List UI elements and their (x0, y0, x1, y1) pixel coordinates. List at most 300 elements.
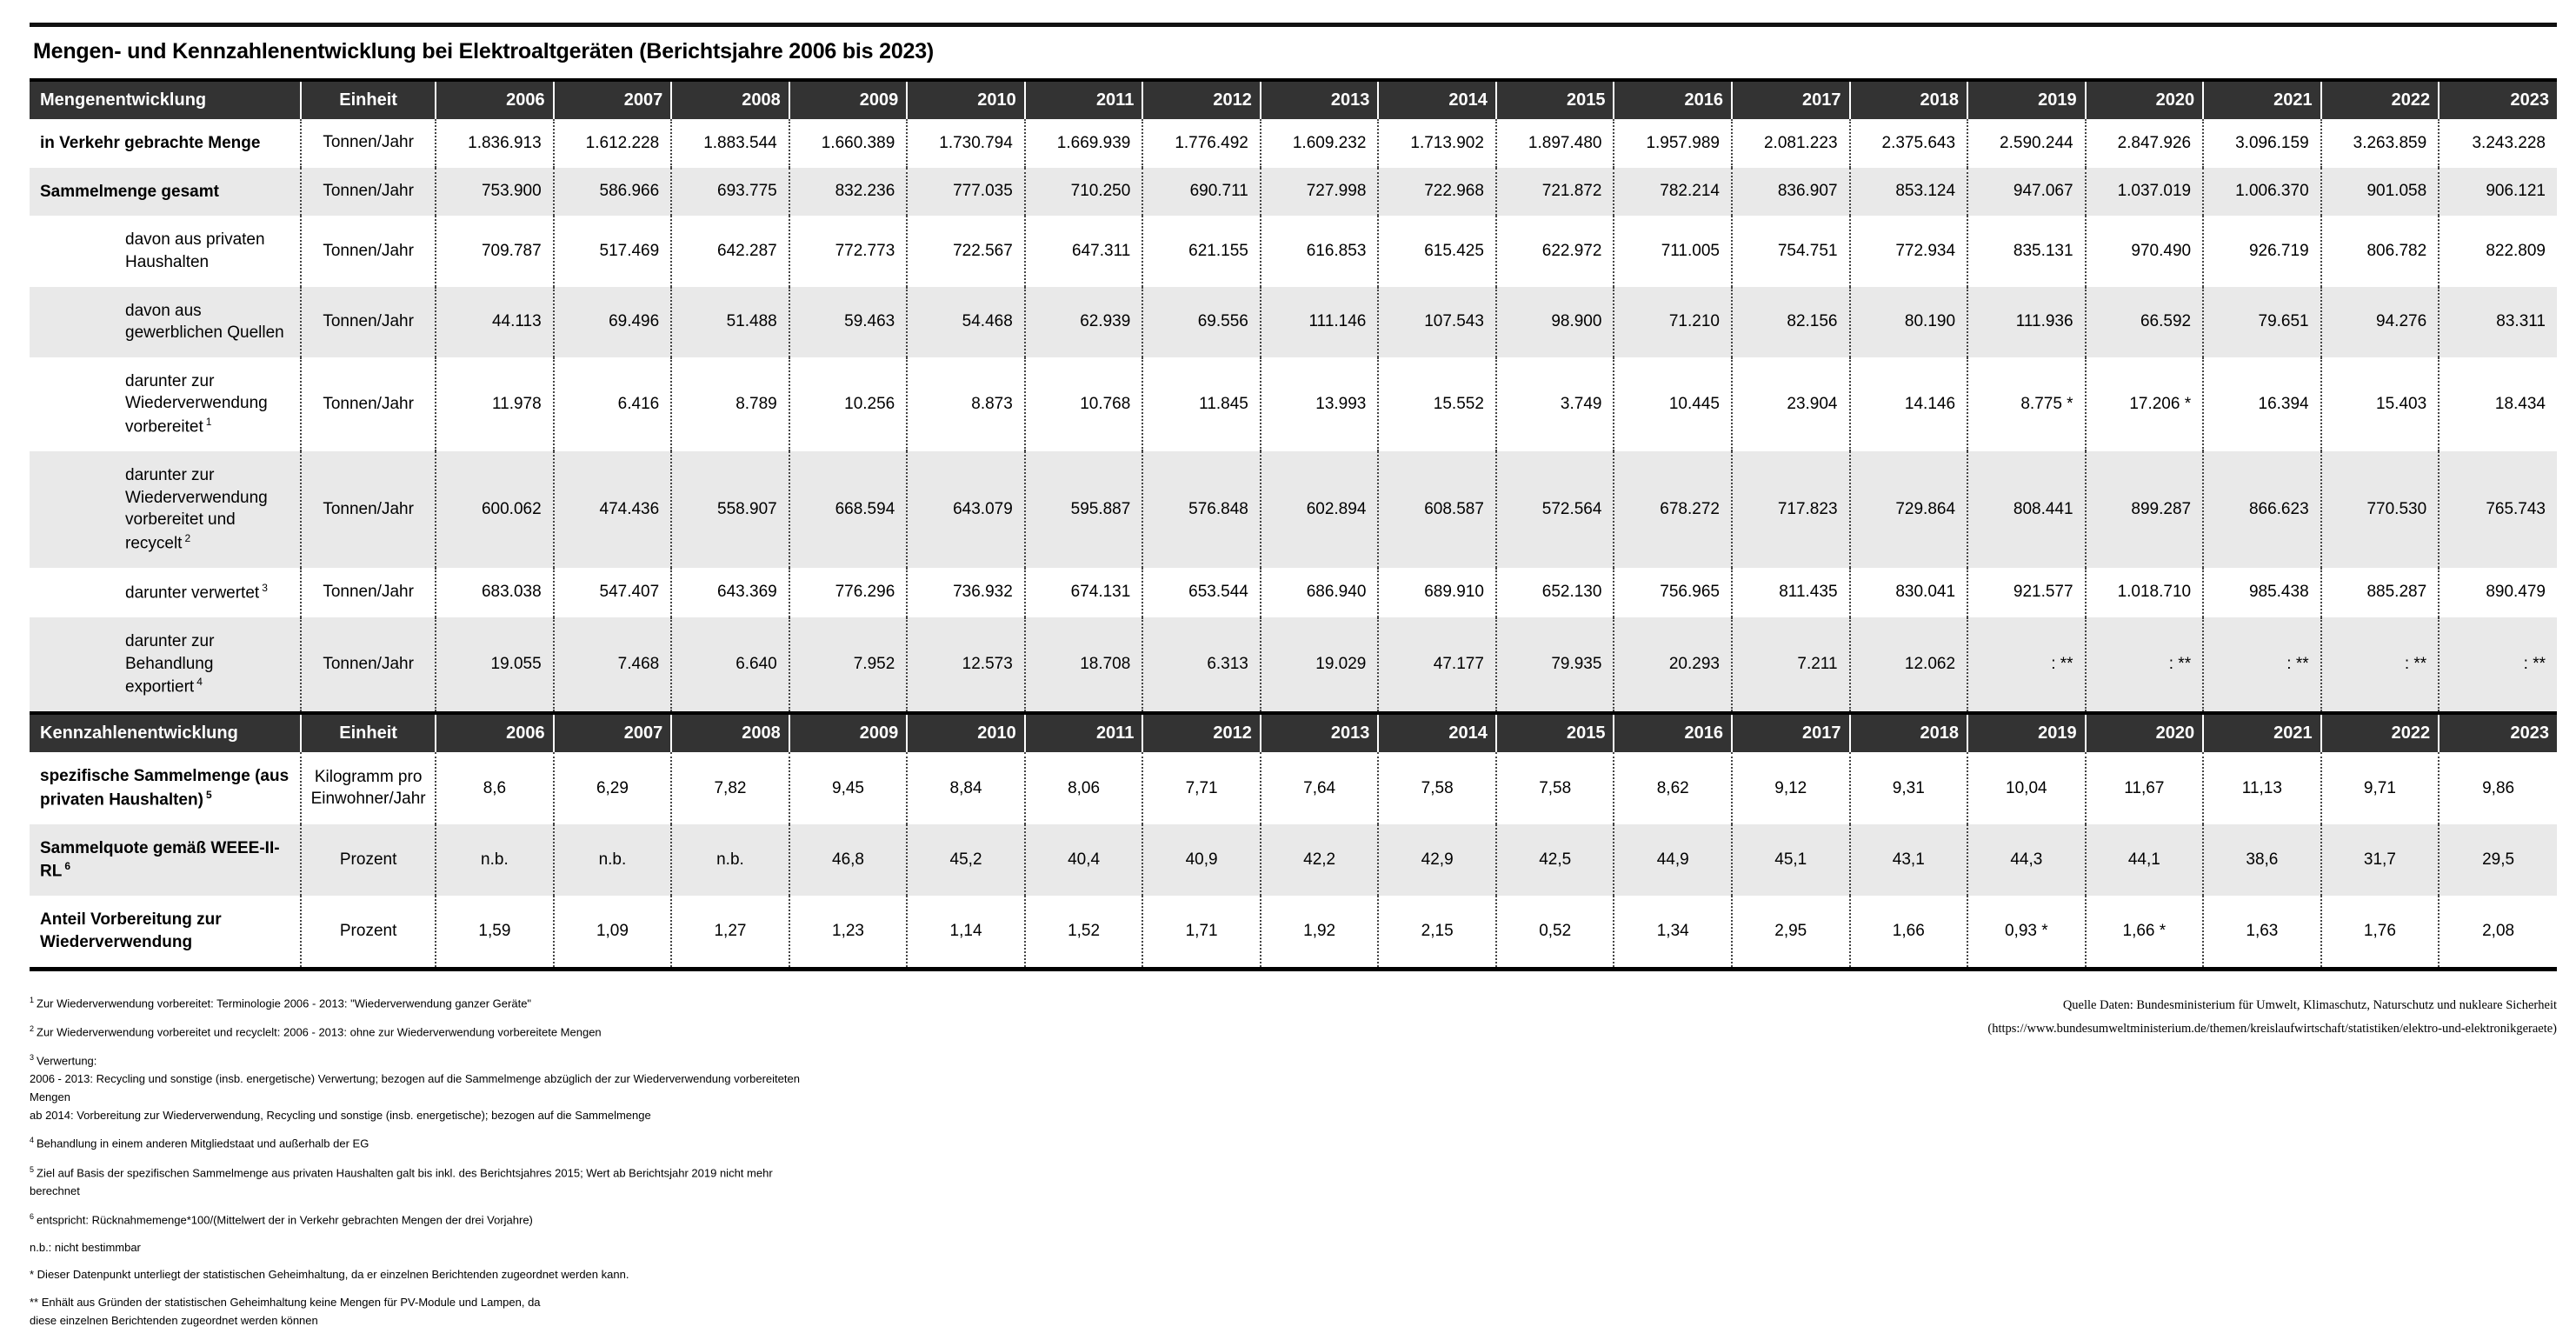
footnote (30, 1294, 1386, 1330)
value-cell: 51.488 (671, 287, 789, 357)
table-row (30, 568, 2557, 617)
value-cell: 44,9 (1614, 824, 1732, 897)
value-cell: 54.468 (907, 287, 1025, 357)
footnote-ref: 3 (30, 1052, 35, 1062)
value-cell: 2,08 (2439, 896, 2557, 969)
row-label-footnote-ref: 2 (184, 532, 191, 545)
value-cell: 43,1 (1850, 824, 1968, 897)
value-cell: 830.041 (1850, 568, 1968, 617)
value-cell: 11.845 (1142, 357, 1261, 451)
value-cell: 44,1 (2086, 824, 2204, 897)
footnotes (30, 994, 1386, 1340)
value-cell: 1,23 (789, 896, 908, 969)
source-line-1: Quelle Daten: Bundesministerium für Umwelt, Klimaschutz, Naturschutz und nukleare Sicherheit (2062, 997, 2557, 1012)
value-cell: 20.293 (1614, 617, 1732, 713)
value-cell: 98.900 (1496, 287, 1614, 357)
year-header: 2014 (1378, 713, 1496, 752)
value-cell: 7,58 (1496, 752, 1614, 824)
value-cell: 9,86 (2439, 752, 2557, 824)
value-cell: 2.847.926 (2086, 119, 2204, 168)
year-header: 2010 (907, 80, 1025, 119)
value-cell: 776.296 (789, 568, 908, 617)
value-cell: 6.416 (554, 357, 672, 451)
year-header: 2016 (1614, 80, 1732, 119)
value-cell: 10,04 (1967, 752, 2086, 824)
row-label (30, 357, 301, 451)
value-cell: 652.130 (1496, 568, 1614, 617)
value-cell: 602.894 (1261, 451, 1379, 568)
year-header: 2022 (2321, 80, 2440, 119)
row-label-text: darunter zur Behandlung exportiert (125, 631, 215, 697)
row-label-text: davon aus privaten Haushalten (125, 230, 265, 271)
year-header: 2015 (1496, 80, 1614, 119)
value-cell: 38,6 (2203, 824, 2321, 897)
value-cell: 11,13 (2203, 752, 2321, 824)
value-cell: 9,45 (789, 752, 908, 824)
value-cell: 621.155 (1142, 216, 1261, 286)
footnote-text: Zur Wiederverwendung vorbereitet: Terminologie 2006 - 2013: "Wiederverwendung ganzer Geräte" (37, 997, 532, 1010)
value-cell: 753.900 (436, 168, 554, 217)
year-header: 2023 (2439, 713, 2557, 752)
value-cell: n.b. (554, 824, 672, 897)
value-cell: 47.177 (1378, 617, 1496, 713)
footnote-line (30, 1294, 1386, 1312)
table-row (30, 617, 2557, 713)
value-cell: 576.848 (1142, 451, 1261, 568)
value-cell: 8.789 (671, 357, 789, 451)
row-label-footnote-ref: 5 (205, 788, 212, 801)
value-cell: 754.751 (1732, 216, 1850, 286)
row-label (30, 287, 301, 357)
footnote-ref: 2 (30, 1023, 35, 1033)
year-header: 2013 (1261, 80, 1379, 119)
value-cell: 7,71 (1142, 752, 1261, 824)
value-cell: 782.214 (1614, 168, 1732, 217)
table-row (30, 896, 2557, 969)
year-header: 2019 (1967, 713, 2086, 752)
value-cell: 608.587 (1378, 451, 1496, 568)
section-header-row (30, 713, 2557, 752)
footnote-text: ab 2014: Vorbereitung zur Wiederverwendung, Recycling und sonstige (insb. energetische); bezogen auf die Sammelmenge (30, 1108, 651, 1122)
value-cell: 853.124 (1850, 168, 1968, 217)
value-cell: 674.131 (1025, 568, 1143, 617)
year-header: 2007 (554, 713, 672, 752)
value-cell: 0,52 (1496, 896, 1614, 969)
year-header: 2020 (2086, 713, 2204, 752)
value-cell: 1.957.989 (1614, 119, 1732, 168)
footnote-text: 2006 - 2013: Recycling und sonstige (insb. energetische) Verwertung; bezogen auf die Sammelmenge abzüglich der zur Wiederverwendung vorbereiteten (30, 1072, 800, 1086)
value-cell: 7.952 (789, 617, 908, 713)
value-cell: 19.029 (1261, 617, 1379, 713)
value-cell: 82.156 (1732, 287, 1850, 357)
year-header: 2013 (1261, 713, 1379, 752)
unit-header: Einheit (301, 80, 436, 119)
value-cell: 970.490 (2086, 216, 2204, 286)
value-cell: 2,15 (1378, 896, 1496, 969)
value-cell: 3.749 (1496, 357, 1614, 451)
value-cell: 727.998 (1261, 168, 1379, 217)
value-cell: 689.910 (1378, 568, 1496, 617)
year-header: 2017 (1732, 80, 1850, 119)
value-cell: 71.210 (1614, 287, 1732, 357)
year-header: 2011 (1025, 713, 1143, 752)
value-cell: 647.311 (1025, 216, 1143, 286)
footnote-line (30, 1239, 1386, 1257)
value-cell: 111.146 (1261, 287, 1379, 357)
unit-cell: Prozent (301, 896, 436, 969)
value-cell: : ** (2321, 617, 2440, 713)
value-cell: 0,93 * (1967, 896, 2086, 969)
value-cell: 83.311 (2439, 287, 2557, 357)
value-cell: 572.564 (1496, 451, 1614, 568)
footnote-text: Mengen (30, 1090, 70, 1103)
table-row (30, 451, 2557, 568)
value-cell: 2.081.223 (1732, 119, 1850, 168)
row-label-text: spezifische Sammelmenge (aus privaten Haushalten) (40, 767, 290, 810)
table-row (30, 216, 2557, 286)
row-label-text: darunter zur Wiederverwendung vorbereitet und recycelt (125, 466, 268, 553)
value-cell: 7.211 (1732, 617, 1850, 713)
year-header: 2023 (2439, 80, 2557, 119)
value-cell: 79.935 (1496, 617, 1614, 713)
unit-cell: Prozent (301, 824, 436, 897)
value-cell: 678.272 (1614, 451, 1732, 568)
value-cell: 474.436 (554, 451, 672, 568)
value-cell: 79.651 (2203, 287, 2321, 357)
value-cell: n.b. (436, 824, 554, 897)
value-cell: 9,71 (2321, 752, 2440, 824)
table-row (30, 119, 2557, 168)
table-row (30, 287, 2557, 357)
footnote-text: Ziel auf Basis der spezifischen Sammelmenge aus privaten Haushalten galt bis inkl. des Berichtsjahres 2015; Wert ab Berichtsjahr 2019 nicht mehr (37, 1165, 773, 1179)
value-cell: 653.544 (1142, 568, 1261, 617)
value-cell: 12.573 (907, 617, 1025, 713)
value-cell: 710.250 (1025, 168, 1143, 217)
year-header: 2016 (1614, 713, 1732, 752)
value-cell: 6,29 (554, 752, 672, 824)
footnote (30, 1266, 1386, 1284)
value-cell: 66.592 (2086, 287, 2204, 357)
value-cell: 14.146 (1850, 357, 1968, 451)
value-cell: 770.530 (2321, 451, 2440, 568)
row-label-text: Sammelmenge gesamt (40, 182, 219, 201)
value-cell: 1,66 (1850, 896, 1968, 969)
value-cell: 517.469 (554, 216, 672, 286)
value-cell: 40,4 (1025, 824, 1143, 897)
value-cell: 1.660.389 (789, 119, 908, 168)
value-cell: 901.058 (2321, 168, 2440, 217)
value-cell: 721.872 (1496, 168, 1614, 217)
value-cell: 772.773 (789, 216, 908, 286)
value-cell: 7,58 (1378, 752, 1496, 824)
row-label-text: darunter zur Wiederverwendung vorbereitet (125, 371, 268, 437)
value-cell: 12.062 (1850, 617, 1968, 713)
year-header: 2012 (1142, 80, 1261, 119)
value-cell: 1,66 * (2086, 896, 2204, 969)
value-cell: 668.594 (789, 451, 908, 568)
footnote-ref: 6 (30, 1211, 35, 1221)
value-cell: 80.190 (1850, 287, 1968, 357)
row-label-text: in Verkehr gebrachte Menge (40, 134, 261, 152)
value-cell: 1,27 (671, 896, 789, 969)
value-cell: 717.823 (1732, 451, 1850, 568)
year-header: 2018 (1850, 713, 1968, 752)
value-cell: 8,6 (436, 752, 554, 824)
year-header: 2006 (436, 713, 554, 752)
value-cell: 1,63 (2203, 896, 2321, 969)
footnote-line (30, 1023, 1386, 1042)
row-label (30, 451, 301, 568)
value-cell: 111.936 (1967, 287, 2086, 357)
value-cell: 1.609.232 (1261, 119, 1379, 168)
footnote-line (30, 994, 1386, 1013)
value-cell: 1.018.710 (2086, 568, 2204, 617)
section-header-row (30, 80, 2557, 119)
value-cell: 2.375.643 (1850, 119, 1968, 168)
value-cell: 6.313 (1142, 617, 1261, 713)
value-cell: 8.873 (907, 357, 1025, 451)
value-cell: 906.121 (2439, 168, 2557, 217)
value-cell: 890.479 (2439, 568, 2557, 617)
year-header: 2021 (2203, 80, 2321, 119)
value-cell: 69.496 (554, 287, 672, 357)
value-cell: 1,92 (1261, 896, 1379, 969)
value-cell: 899.287 (2086, 451, 2204, 568)
value-cell: 643.369 (671, 568, 789, 617)
value-cell: 42,5 (1496, 824, 1614, 897)
value-cell: 547.407 (554, 568, 672, 617)
value-cell: 1.037.019 (2086, 168, 2204, 217)
value-cell: 1,52 (1025, 896, 1143, 969)
value-cell: 1,76 (2321, 896, 2440, 969)
value-cell: 616.853 (1261, 216, 1379, 286)
year-header: 2006 (436, 80, 554, 119)
value-cell: 3.263.859 (2321, 119, 2440, 168)
unit-cell: Tonnen/Jahr (301, 168, 436, 217)
value-cell: 722.968 (1378, 168, 1496, 217)
value-cell: 11.978 (436, 357, 554, 451)
year-header: 2008 (671, 713, 789, 752)
value-cell: : ** (2086, 617, 2204, 713)
value-cell: 832.236 (789, 168, 908, 217)
footnote (30, 1051, 1386, 1125)
year-header: 2019 (1967, 80, 2086, 119)
value-cell: 921.577 (1967, 568, 2086, 617)
footnote-ref: 4 (30, 1136, 35, 1145)
footnote-text: diese einzelnen Berichtenden zugeordnet werden können (30, 1314, 318, 1328)
value-cell: 1,09 (554, 896, 672, 969)
footnote-line (30, 1266, 1386, 1284)
row-label (30, 617, 301, 713)
value-cell: 9,12 (1732, 752, 1850, 824)
row-label (30, 119, 301, 168)
footnote-line (30, 1163, 1386, 1183)
value-cell: 586.966 (554, 168, 672, 217)
value-cell: 3.096.159 (2203, 119, 2321, 168)
value-cell: 1.883.544 (671, 119, 789, 168)
footnote (30, 1163, 1386, 1201)
value-cell: 19.055 (436, 617, 554, 713)
section-title: Kennzahlenentwicklung (30, 713, 301, 752)
value-cell: 15.403 (2321, 357, 2440, 451)
value-cell: 46,8 (789, 824, 908, 897)
value-cell: 10.256 (789, 357, 908, 451)
value-cell: 7,82 (671, 752, 789, 824)
value-cell: 558.907 (671, 451, 789, 568)
value-cell: 62.939 (1025, 287, 1143, 357)
year-header: 2007 (554, 80, 672, 119)
value-cell: 2,95 (1732, 896, 1850, 969)
unit-cell: Tonnen/Jahr (301, 357, 436, 451)
value-cell: 45,2 (907, 824, 1025, 897)
footnote-text: berechnet (30, 1183, 80, 1197)
value-cell: 17.206 * (2086, 357, 2204, 451)
value-cell: 772.934 (1850, 216, 1968, 286)
value-cell: 1,71 (1142, 896, 1261, 969)
value-cell: 1.612.228 (554, 119, 672, 168)
value-cell: 711.005 (1614, 216, 1732, 286)
value-cell: 756.965 (1614, 568, 1732, 617)
value-cell: 1,14 (907, 896, 1025, 969)
notes-area (30, 994, 2557, 1340)
value-cell: 31,7 (2321, 824, 2440, 897)
row-label-text: darunter verwertet (125, 583, 260, 603)
value-cell: 69.556 (1142, 287, 1261, 357)
footnote-ref: 5 (30, 1164, 35, 1174)
year-header: 2010 (907, 713, 1025, 752)
row-label (30, 168, 301, 217)
footnote (30, 1210, 1386, 1230)
value-cell: 1.713.902 (1378, 119, 1496, 168)
year-header: 2009 (789, 80, 908, 119)
row-label-text: Sammelquote gemäß WEEE-II-RL (40, 838, 280, 881)
unit-cell: Tonnen/Jahr (301, 287, 436, 357)
footnote-line (30, 1183, 1386, 1201)
footnote-text: ** Enhält aus Gründen der statistischen Geheimhaltung keine Mengen für PV-Module und Lampen, da (30, 1296, 541, 1310)
value-cell: 45,1 (1732, 824, 1850, 897)
unit-cell: Tonnen/Jahr (301, 568, 436, 617)
footnote-text: * Dieser Datenpunkt unterliegt der statistischen Geheimhaltung, da er einzelnen Berichtenden zugeordnet werden kann. (30, 1268, 629, 1282)
value-cell: 7.468 (554, 617, 672, 713)
page-title: Mengen- und Kennzahlenentwicklung bei Elektroaltgeräten (Berichtsjahre 2006 bis 2023) (33, 39, 935, 63)
value-cell: 822.809 (2439, 216, 2557, 286)
footnote-line (30, 1107, 1386, 1125)
unit-header: Einheit (301, 713, 436, 752)
year-header: 2018 (1850, 80, 1968, 119)
footnote-line (30, 1051, 1386, 1070)
value-cell: 8,84 (907, 752, 1025, 824)
year-header: 2012 (1142, 713, 1261, 752)
value-cell: 18.708 (1025, 617, 1143, 713)
footnote (30, 994, 1386, 1013)
footnote-text: n.b.: nicht bestimmbar (30, 1240, 141, 1254)
value-cell: 595.887 (1025, 451, 1143, 568)
value-cell: 10.445 (1614, 357, 1732, 451)
value-cell: 1,59 (436, 896, 554, 969)
data-source (1514, 994, 2557, 1042)
footnote (30, 1239, 1386, 1257)
year-header: 2009 (789, 713, 908, 752)
value-cell: : ** (2439, 617, 2557, 713)
value-cell: n.b. (671, 824, 789, 897)
value-cell: 777.035 (907, 168, 1025, 217)
value-cell: 15.552 (1378, 357, 1496, 451)
value-cell: 722.567 (907, 216, 1025, 286)
value-cell: 1.006.370 (2203, 168, 2321, 217)
value-cell: 622.972 (1496, 216, 1614, 286)
value-cell: 44,3 (1967, 824, 2086, 897)
value-cell: 808.441 (1967, 451, 2086, 568)
value-cell: 18.434 (2439, 357, 2557, 451)
footnote (30, 1134, 1386, 1153)
value-cell: 2.590.244 (1967, 119, 2086, 168)
value-cell: 7,64 (1261, 752, 1379, 824)
year-header: 2015 (1496, 713, 1614, 752)
value-cell: 690.711 (1142, 168, 1261, 217)
year-header: 2020 (2086, 80, 2204, 119)
value-cell: 736.932 (907, 568, 1025, 617)
value-cell: 926.719 (2203, 216, 2321, 286)
value-cell: 835.131 (1967, 216, 2086, 286)
row-label (30, 824, 301, 897)
value-cell: 615.425 (1378, 216, 1496, 286)
footnote-text: Behandlung in einem anderen Mitgliedstaat und außerhalb der EG (37, 1137, 369, 1150)
year-header: 2008 (671, 80, 789, 119)
section-title: Mengenentwicklung (30, 80, 301, 119)
value-cell: 8.775 * (1967, 357, 2086, 451)
footnote-ref: 1 (30, 995, 35, 1004)
value-cell: 643.079 (907, 451, 1025, 568)
unit-cell: Tonnen/Jahr (301, 119, 436, 168)
value-cell: 8,62 (1614, 752, 1732, 824)
value-cell: 23.904 (1732, 357, 1850, 451)
top-rule (30, 23, 2557, 27)
footnote-text: entspricht: Rücknahmemenge*100/(Mittelwert der in Verkehr gebrachten Mengen der drei Vorjahre) (37, 1212, 533, 1226)
footnote-text: Verwertung: (37, 1054, 97, 1068)
value-cell: 709.787 (436, 216, 554, 286)
row-label (30, 896, 301, 969)
value-cell: 1.669.939 (1025, 119, 1143, 168)
value-cell: 3.243.228 (2439, 119, 2557, 168)
footnote (30, 1023, 1386, 1042)
value-cell: 686.940 (1261, 568, 1379, 617)
footnote-line (30, 1134, 1386, 1153)
row-label-text: Anteil Vorbereitung zur Wiederverwendung (40, 910, 222, 952)
footnote-line (30, 1070, 1386, 1089)
row-label-footnote-ref: 3 (262, 581, 268, 594)
value-cell: 10.768 (1025, 357, 1143, 451)
year-header: 2014 (1378, 80, 1496, 119)
value-cell: 40,9 (1142, 824, 1261, 897)
data-table (30, 78, 2557, 971)
value-cell: 29,5 (2439, 824, 2557, 897)
value-cell: 806.782 (2321, 216, 2440, 286)
value-cell: 42,9 (1378, 824, 1496, 897)
unit-cell: Tonnen/Jahr (301, 451, 436, 568)
table-row (30, 824, 2557, 897)
row-label-footnote-ref: 4 (196, 676, 203, 689)
row-label (30, 216, 301, 286)
value-cell: 1.776.492 (1142, 119, 1261, 168)
value-cell: : ** (2203, 617, 2321, 713)
value-cell: 94.276 (2321, 287, 2440, 357)
unit-cell: Tonnen/Jahr (301, 617, 436, 713)
value-cell: 985.438 (2203, 568, 2321, 617)
table-row (30, 752, 2557, 824)
row-label-text: davon aus gewerblichen Quellen (125, 301, 284, 343)
value-cell: 1.730.794 (907, 119, 1025, 168)
value-cell: : ** (1967, 617, 2086, 713)
